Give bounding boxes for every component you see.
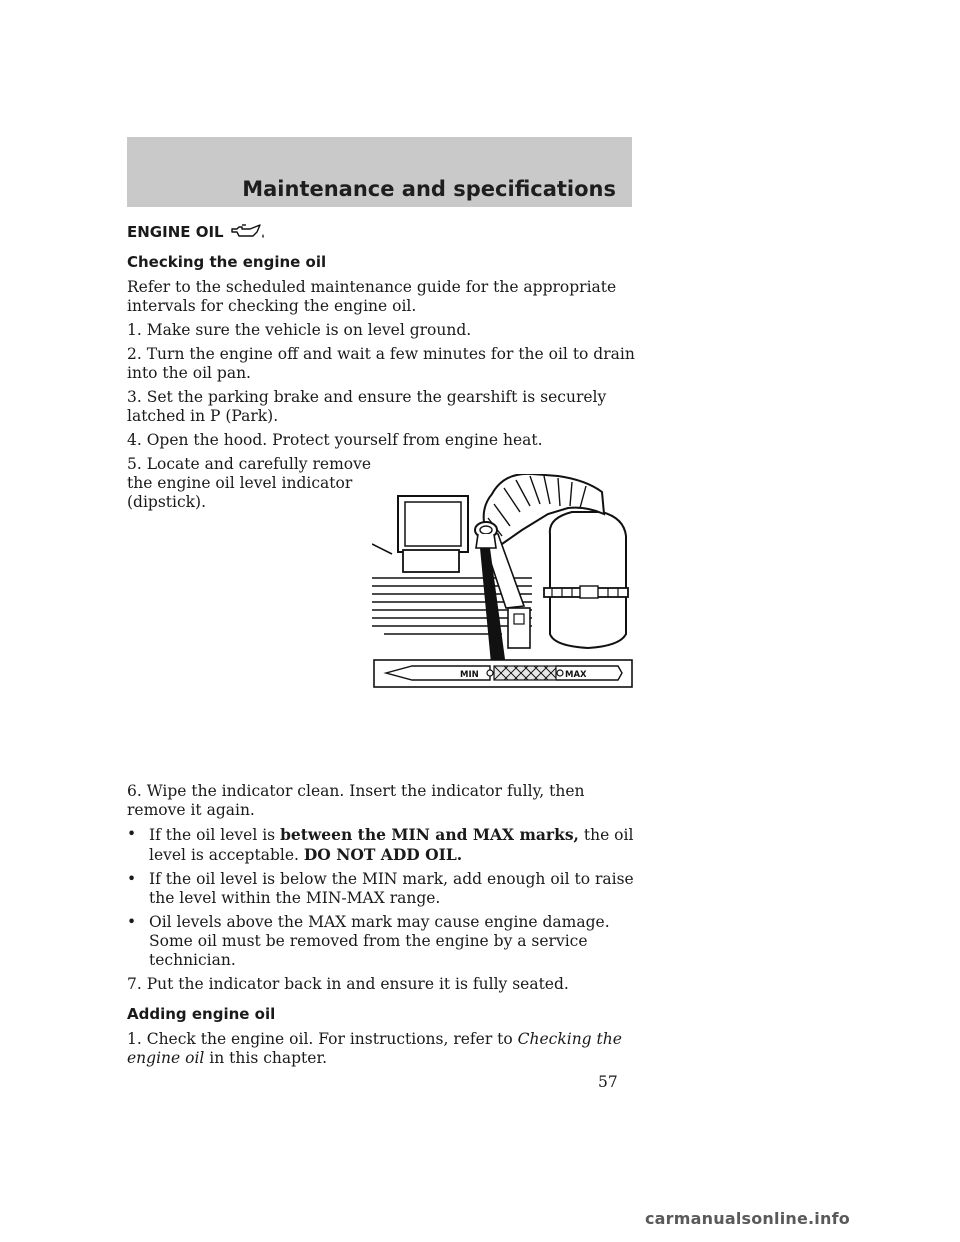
step-5: 5. Locate and carefully remove the engine oil level indicator (dipstick). (127, 455, 372, 511)
bullet-item (127, 870, 637, 908)
oil-can-icon (230, 223, 266, 241)
bullet-1-bold: between the MIN and MAX marks, (280, 825, 579, 844)
adding-step-1 (127, 1030, 637, 1068)
bullet-item (127, 913, 637, 970)
bullet-dot: • (127, 870, 137, 888)
max-mark-label: MAX (565, 670, 587, 680)
page-number: 57 (598, 1073, 618, 1091)
cross-reference-link[interactable]: Checking the engine oil (127, 1030, 622, 1067)
adding-step-1-pre: 1. Check the engine oil. For instructions, refer to (127, 1030, 518, 1048)
watermark: carmanualsonline.info (645, 1209, 850, 1228)
step-4: 4. Open the hood. Protect yourself from engine heat. (127, 431, 543, 449)
min-mark-label: MIN (460, 670, 479, 680)
section-heading (127, 222, 637, 242)
header-band (127, 137, 632, 207)
step-2: 2. Turn the engine off and wait a few minutes for the oil to drain into the oil pan. (127, 345, 635, 382)
section-title: ENGINE OIL (127, 222, 224, 241)
page-header-title: Maintenance and specifications (242, 177, 616, 201)
step-1: 1. Make sure the vehicle is on level ground. (127, 321, 472, 339)
bullet-dot: • (127, 913, 137, 931)
bullet-3-text: Oil levels above the MAX mark may cause engine damage. Some oil must be removed from the engine by a service technician. (149, 913, 610, 969)
step-6: 6. Wipe the indicator clean. Insert the indicator fully, then remove it again. (127, 782, 585, 819)
bullet-2-text: If the oil level is below the MIN mark, add enough oil to raise the level within the MIN-MAX range. (149, 870, 634, 907)
bullet-1-pre: If the oil level is (149, 826, 281, 844)
page-content (127, 222, 637, 1068)
step-7: 7. Put the indicator back in and ensure it is fully seated. (127, 975, 569, 993)
checking-heading: Checking the engine oil (127, 253, 327, 271)
adding-step-1-post: in this chapter. (204, 1049, 328, 1067)
checking-intro: Refer to the scheduled maintenance guide for the appropriate intervals for checking the engine oil. (127, 278, 617, 315)
engine-dipstick-illustration (372, 474, 634, 689)
oil-level-bullets (127, 825, 637, 970)
bullet-item (127, 825, 637, 865)
step-3: 3. Set the parking brake and ensure the gearshift is securely latched in P (Park). (127, 388, 607, 425)
dipstick-figure (127, 474, 637, 777)
bullet-1-mid: the oil level is acceptable. (149, 826, 634, 864)
bullet-1-warning: DO NOT ADD OIL. (303, 845, 463, 864)
adding-heading: Adding engine oil (127, 1005, 276, 1023)
bullet-dot: • (127, 825, 137, 843)
